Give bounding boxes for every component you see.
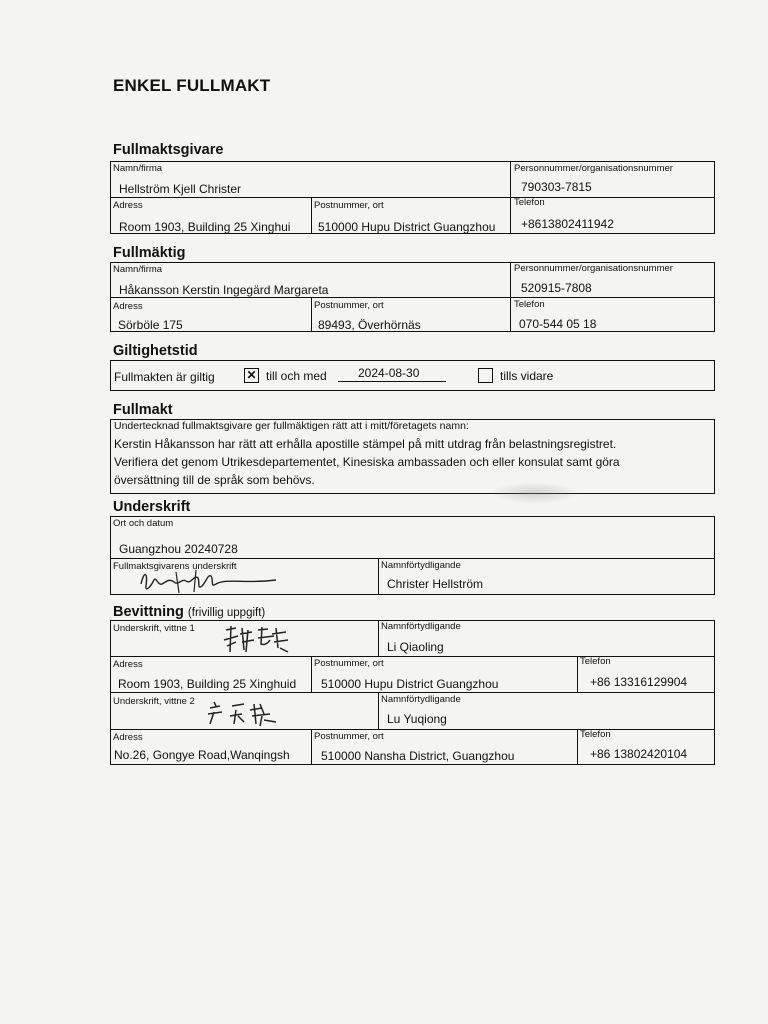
scan-smudge <box>490 482 580 504</box>
witness1-address: Room 1903, Building 25 Xinghuid <box>118 677 297 691</box>
agent-address-label: Adress <box>113 301 143 312</box>
until-checkbox[interactable]: ✕ <box>244 368 259 383</box>
validity-lead: Fullmakten är giltig <box>114 370 215 384</box>
mandate-intro: Undertecknad fullmaktsgivare ger fullmäktigen rätt att i mitt/företagets namn: <box>114 420 469 432</box>
section-heading-mandate: Fullmakt <box>113 402 173 418</box>
witness1-signature-label: Underskrift, vittne 1 <box>113 623 195 634</box>
section-heading-witness: Bevittning (frivillig uppgift) <box>113 604 266 620</box>
witness2-signature <box>204 700 284 728</box>
giver-clarif-label: Namnförtydligande <box>381 560 461 571</box>
agent-postal-label: Postnummer, ort <box>314 300 384 311</box>
giver-signature <box>136 566 286 596</box>
witness1-postal: 510000 Hupu District Guangzhou <box>321 677 499 691</box>
witness2-address-label: Adress <box>113 732 143 743</box>
witness2-clarif: Lu Yuqiong <box>387 712 447 726</box>
giver-name-label: Namn/firma <box>113 163 163 174</box>
agent-pnr: 520915-7808 <box>521 281 592 295</box>
witness2-clarif-label: Namnförtydligande <box>381 694 461 705</box>
witness1-postal-label: Postnummer, ort <box>314 658 384 669</box>
agent-name-label: Namn/firma <box>113 264 163 275</box>
witness2-address: No.26, Gongye Road,Wanqingsh <box>114 748 290 762</box>
witness2-signature-label: Underskrift, vittne 2 <box>113 696 195 707</box>
witness1-phone-label: Telefon <box>580 656 611 667</box>
witness2-phone-label: Telefon <box>580 729 611 740</box>
giver-pnr: 790303-7815 <box>521 180 592 194</box>
giver-address-label: Adress <box>113 200 143 211</box>
mandate-line: Verifiera det genom Utrikesdepartementet, Kinesiska ambassaden och eller konsulat samt göra <box>114 455 620 469</box>
witness1-signature <box>222 624 290 656</box>
section-heading-giver: Fullmaktsgivare <box>113 142 224 158</box>
until-label: till och med <box>266 369 327 383</box>
witness1-clarif-label: Namnförtydligande <box>381 621 461 632</box>
giver-pnr-label: Personnummer/organisationsnummer <box>514 163 673 174</box>
place-date-label: Ort och datum <box>113 518 174 529</box>
agent-phone: 070-544 05 18 <box>519 317 597 331</box>
agent-pnr-label: Personnummer/organisationsnummer <box>514 263 673 274</box>
giver-signature-label: Fullmaktsgivarens underskrift <box>113 561 237 572</box>
section-heading-signature: Underskrift <box>113 499 191 515</box>
giver-phone-label: Telefon <box>514 197 545 208</box>
agent-name: Håkansson Kerstin Ingegärd Margareta <box>119 283 329 297</box>
witness1-clarif: Li Qiaoling <box>387 640 444 654</box>
indefinite-label: tills vidare <box>500 369 554 383</box>
giver-phone: +8613802411942 <box>521 217 614 231</box>
section-heading-validity: Giltighetstid <box>113 343 198 359</box>
witness2-phone: +86 13802420104 <box>590 747 688 761</box>
place-date: Guangzhou 20240728 <box>119 542 238 556</box>
agent-address: Sörböle 175 <box>118 318 183 332</box>
section-heading-agent: Fullmäktig <box>113 245 186 261</box>
giver-postal: 510000 Hupu District Guangzhou <box>318 220 496 234</box>
witness2-postal-label: Postnummer, ort <box>314 731 384 742</box>
mandate-line: översättning till de språk som behövs. <box>114 473 315 487</box>
giver-address: Room 1903, Building 25 Xinghui <box>119 220 291 234</box>
agent-postal: 89493, Överhörnäs <box>318 318 421 332</box>
giver-clarif: Christer Hellström <box>387 577 484 591</box>
document-title: ENKEL FULLMAKT <box>113 76 271 95</box>
agent-phone-label: Telefon <box>514 299 545 310</box>
witness1-address-label: Adress <box>113 659 143 670</box>
mandate-line: Kerstin Håkansson har rätt att erhålla apostille stämpel på mitt utdrag från belastningsregistret. <box>114 437 617 451</box>
indefinite-checkbox[interactable] <box>478 368 493 383</box>
witness1-phone: +86 13316129904 <box>590 675 688 689</box>
until-date: 2024-08-30 <box>358 366 420 380</box>
giver-name: Hellström Kjell Christer <box>119 182 242 196</box>
witness2-postal: 510000 Nansha District, Guangzhou <box>321 749 515 763</box>
giver-postal-label: Postnummer, ort <box>314 200 384 211</box>
